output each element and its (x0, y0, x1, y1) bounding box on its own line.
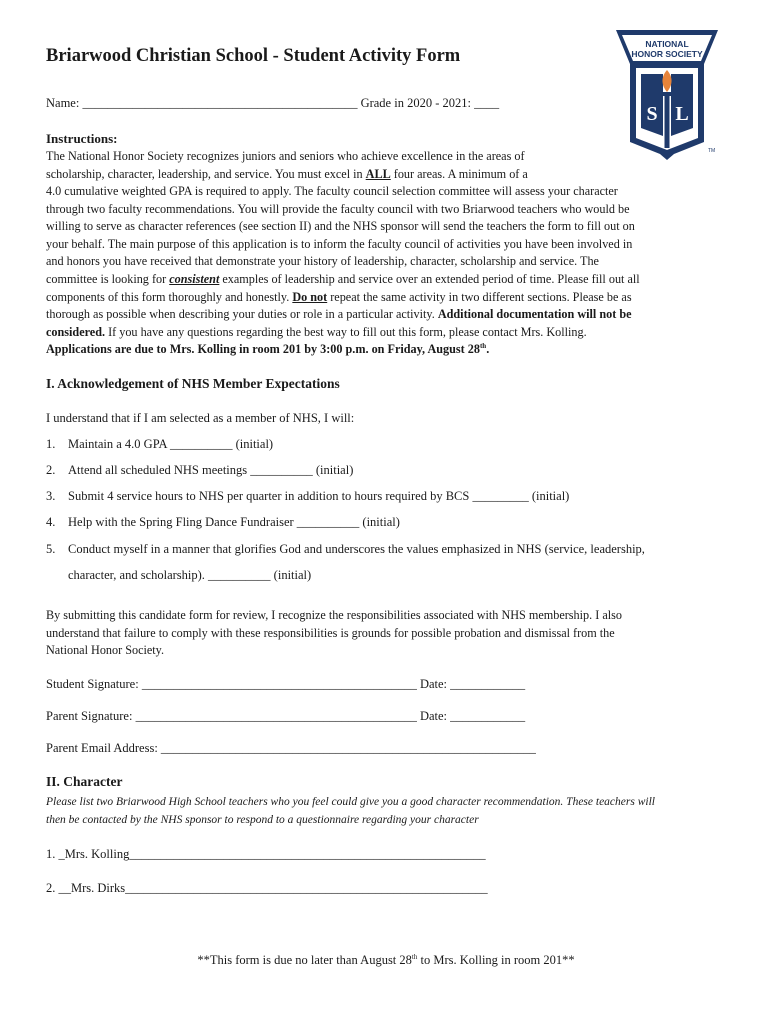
instructions-line: 4.0 cumulative weighted GPA is required to apply. The faculty council selection committee will assess your character (46, 184, 618, 198)
section1-intro: I understand that if I am selected as a member of NHS, I will: (46, 411, 355, 425)
instructions-line: scholarship, character, leadership, and service. You must excel in ALL four areas. A minimum of a (46, 166, 528, 181)
instructions-paragraph (46, 183, 726, 359)
svg-text:S: S (646, 103, 658, 125)
expectation-item: 3. Submit 4 service hours to NHS per quarter in addition to hours required by BCS _________ (initial) (46, 489, 570, 503)
do-not-emphasis: Do not (292, 289, 328, 304)
section2-description: Please list two Briarwood High School teachers who you feel could give you a good character recommendation. These teachers will then be contacted by the NHS sponsor to respond to a questionnaire regarding your character (46, 796, 655, 826)
nhs-logo (612, 28, 722, 162)
torch-handle-icon (665, 92, 670, 148)
footer-note: **This form is due no later than August 28th to Mrs. Kolling in room 201** (197, 952, 575, 967)
instructions-paragraph-narrow (46, 148, 606, 183)
logo-text-national: NATIONAL (645, 39, 689, 49)
expectation-item-continuation: character, and scholarship). __________ (initial) (68, 568, 312, 582)
logo-text-honor-society: HONOR SOCIETY (631, 49, 703, 59)
student-signature-line: Student Signature: ____________________________________________ Date: ____________ (46, 677, 526, 691)
teacher-reference-1: 1. _Mrs. Kolling_________________________________________________________ (46, 847, 486, 861)
instructions-line: willing to serve as character references (see section II) and the NHS sponsor will send the teachers the form to fill out on (46, 219, 635, 234)
instructions-line: considered. If you have any questions regarding the best way to fill out this form, please contact Mrs. Kolling. (46, 324, 587, 339)
instructions-line: The National Honor Society recognizes juniors and seniors who achieve excellence in the areas of (46, 149, 525, 163)
instructions-line: your behalf. The main purpose of this application is to inform the faculty council of activities you have been involved in (46, 236, 633, 251)
consistent-emphasis: consistent (169, 271, 220, 286)
instructions-line: committee is looking for consistent examples of leadership and service over an extended period of time. Please fill out all (46, 271, 640, 286)
parent-signature-line: Parent Signature: _____________________________________________ Date: ____________ (46, 709, 526, 723)
section2-heading: II. Character (46, 774, 123, 789)
instructions-line: through two faculty recommendations. You will provide the faculty council with two Briarwood teachers who would be (46, 201, 630, 216)
instructions-line: components of this form thoroughly and honestly. Do not repeat the same activity in two different sections. Please be as (46, 289, 632, 304)
svg-text:L: L (675, 103, 689, 125)
name-grade-line: Name: ____________________________________________ Grade in 2020 - 2021: ____ (46, 96, 500, 110)
due-date-line: Applications are due to Mrs. Kolling in room 201 by 3:00 p.m. on Friday, August 28th. (46, 342, 490, 357)
parent-email-line: Parent Email Address: ____________________________________________________________ (46, 741, 536, 755)
section1-heading: I. Acknowledgement of NHS Member Expectations (46, 376, 340, 391)
instructions-line: and honors you have received that demonstrate your history of leadership, character, scholarship and service. The (46, 254, 599, 269)
teacher-reference-2: 2. __Mrs. Dirks__________________________________________________________ (46, 881, 488, 895)
page-title: Briarwood Christian School - Student Activity Form (46, 46, 461, 66)
trademark-mark: TM (708, 148, 716, 154)
expectation-item: 2. Attend all scheduled NHS meetings __________ (initial) (46, 463, 354, 477)
expectation-item: 4. Help with the Spring Fling Dance Fundraiser __________ (initial) (46, 515, 400, 529)
instructions-heading: Instructions: (46, 131, 118, 146)
expectation-item: 5. Conduct myself in a manner that glorifies God and underscores the values emphasized in NHS (service, leadership, (46, 542, 645, 556)
acknowledgement-paragraph: By submitting this candidate form for review, I recognize the responsibilities associated with NHS membership. I also understand that failure to comply with these responsibilities is grounds for possible probation and dismissal from the National Honor Society. (46, 608, 622, 658)
all-emphasis: ALL (365, 166, 391, 181)
expectation-item: 1. Maintain a 4.0 GPA __________ (initial) (46, 437, 274, 451)
instructions-line: thorough as possible when describing your duties or role in a particular activity. Additional documentation will not be (46, 307, 632, 322)
